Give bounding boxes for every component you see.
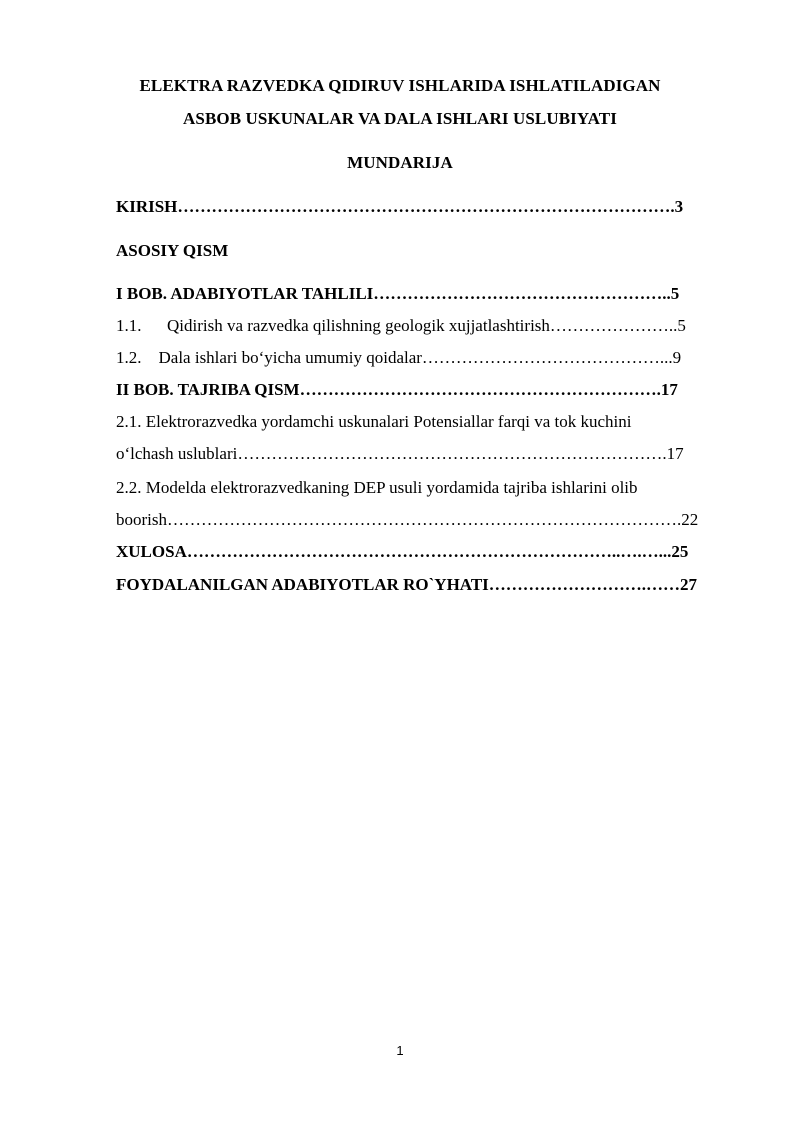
toc-entry-section-2-2-line-2: boorish……………………………………………………………………………….22	[116, 510, 699, 529]
toc-entry-section-1-1: 1.1. Qidirish va razvedka qilishning geologik xujjatlashtirish…………………..5	[116, 316, 686, 335]
document-title-line-1: ELEKTRA RAZVEDKA QIDIRUV ISHLARIDA ISHLATILADIGAN	[139, 76, 661, 95]
toc-entry-xulosa: XULOSA…………………………………………………………………..….…...25	[116, 542, 689, 561]
toc-entry-kirish: KIRISH…………………………………………………………………………….3	[116, 197, 684, 216]
toc-heading-asosiy-qism: ASOSIY QISM	[116, 241, 229, 260]
page-number: 1	[396, 1043, 404, 1058]
document-title-line-2: ASBOB USKUNALAR VA DALA ISHLARI USLUBIYATI	[183, 109, 617, 128]
contents-heading: MUNDARIJA	[347, 153, 453, 172]
toc-entry-section-2-1-line-2: o‘lchash uslublari………………………………………………………………….17	[116, 444, 684, 463]
toc-entry-section-2-1-line-1: 2.1. Elektrorazvedka yordamchi uskunalari Potensiallar farqi va tok kuchini	[116, 412, 632, 431]
toc-entry-section-1-2: 1.2. Dala ishlari bo‘yicha umumiy qoidalar……………………………………...9	[116, 348, 682, 367]
toc-entry-chapter-2: II BOB. TAJRIBA QISM……………………………………………………….17	[116, 380, 678, 399]
toc-entry-section-2-2-line-1: 2.2. Modelda elektrorazvedkaning DEP usuli yordamida tajriba ishlarini olib	[116, 478, 638, 497]
toc-entry-references: FOYDALANILGAN ADABIYOTLAR RO`YHATI……………………….……27	[116, 575, 698, 594]
toc-entry-chapter-1: I BOB. ADABIYOTLAR TAHLILI……………………………………………..5	[116, 284, 680, 303]
